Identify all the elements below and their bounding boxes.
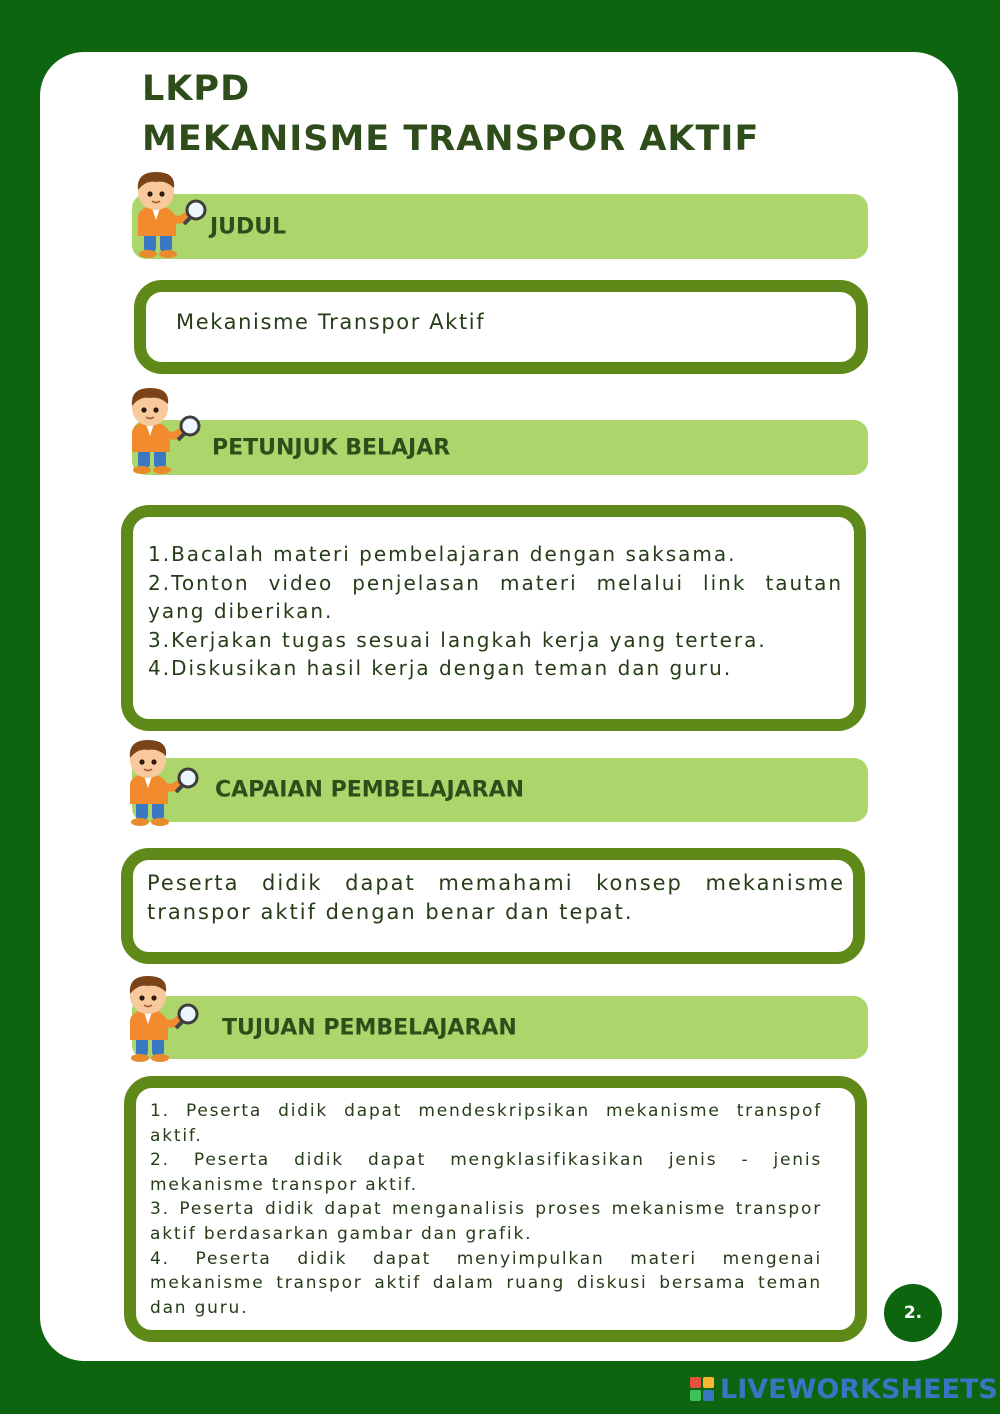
judul-content: Mekanisme Transpor Aktif: [176, 310, 486, 334]
section-heading-petunjuk: PETUNJUK BELAJAR: [212, 435, 451, 460]
watermark-text: LIVEWORKSHEETS: [720, 1373, 998, 1405]
document-subtitle: MEKANISME TRANSPOR AKTIF: [142, 119, 760, 159]
tujuan-list: [150, 1099, 822, 1320]
list-item: 3. Peserta didik dapat menganalisis proses mekanisme transpor aktif berdasarkan gambar dan grafik.: [150, 1199, 822, 1244]
section-bar-judul: [132, 194, 868, 259]
section-heading-capaian: CAPAIAN PEMBELAJARAN: [215, 777, 525, 803]
section-bar-capaian: [132, 758, 868, 822]
capaian-content: [147, 869, 845, 927]
section-bar-tujuan: [132, 996, 868, 1059]
liveworksheets-logo-icon: [690, 1377, 714, 1401]
list-item: 4. Peserta didik dapat menyimpulkan materi mengenai mekanisme transpor aktif dalam ruang diskusi bersama teman dan guru.: [150, 1248, 822, 1318]
petunjuk-list: [148, 540, 843, 683]
document-title: LKPD: [142, 69, 251, 109]
list-item: 1.Bacalah materi pembelajaran dengan saksama.: [148, 542, 737, 566]
list-item: 2. Peserta didik dapat mengklasifikasikan jenis - jenis mekanisme transpor aktif.: [150, 1150, 822, 1195]
section-heading-tujuan: TUJUAN PEMBELAJARAN: [222, 1015, 517, 1040]
capaian-text: Peserta didik dapat memahami konsep mekanisme transpor aktif dengan benar dan tepat.: [147, 871, 845, 924]
section-heading-judul: JUDUL: [210, 214, 287, 239]
page-number-badge: 2.: [884, 1284, 942, 1342]
liveworksheets-watermark: [690, 1374, 998, 1404]
list-item: 4.Diskusikan hasil kerja dengan teman dan guru.: [148, 656, 733, 680]
boy-with-magnifying-glass-icon: [120, 384, 202, 476]
boy-with-magnifying-glass-icon: [118, 972, 200, 1064]
list-item: 3.Kerjakan tugas sesuai langkah kerja yang tertera.: [148, 627, 767, 652]
section-bar-petunjuk: [132, 420, 868, 475]
boy-with-magnifying-glass-icon: [126, 168, 208, 260]
list-item: 2.Tonton video penjelasan materi melalui link tautan yang diberikan.: [148, 570, 843, 623]
list-item: 1. Peserta didik dapat mendeskripsikan mekanisme transpof aktif.: [150, 1101, 822, 1146]
boy-with-magnifying-glass-icon: [118, 736, 200, 828]
